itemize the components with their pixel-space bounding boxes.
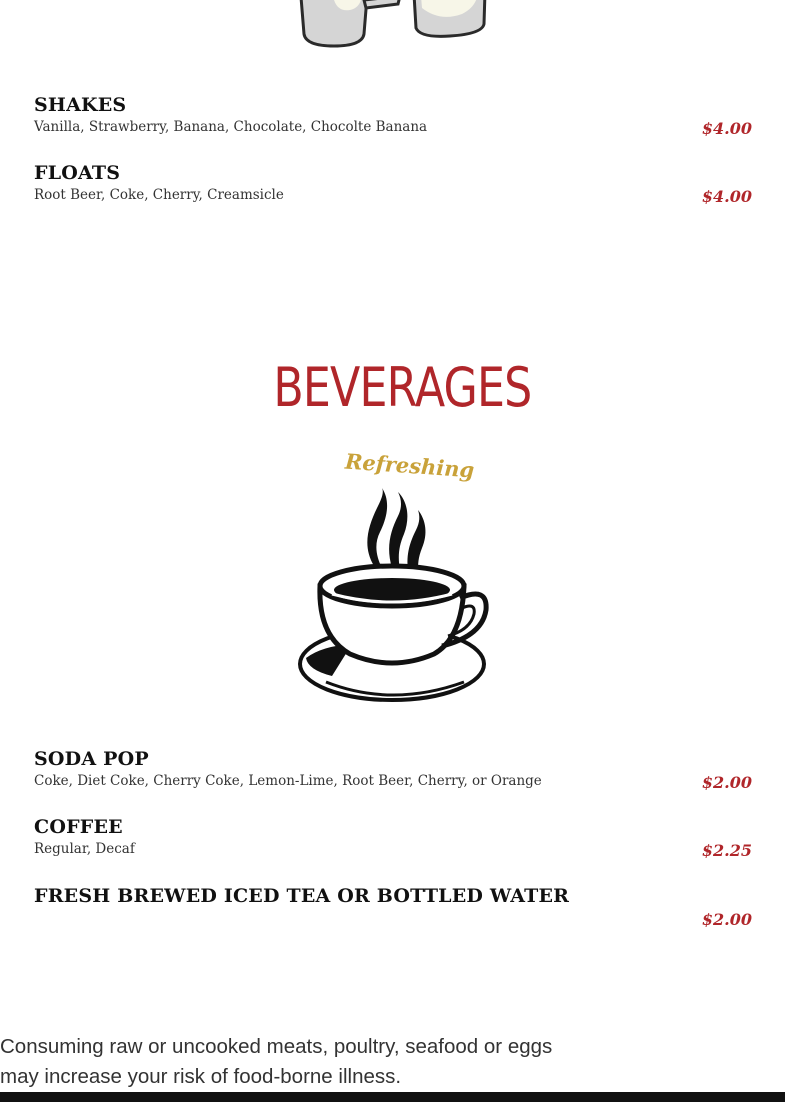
coffee-cup-icon [292, 486, 492, 704]
item-price: $2.25 [701, 841, 752, 860]
notice-line-2: may increase your risk of food-borne illness. [0, 1065, 402, 1088]
item-price: $4.00 [701, 187, 752, 206]
menu-item-soda-pop [34, 747, 752, 791]
section-title-beverages: BEVERAGES [273, 356, 532, 419]
milkshake-glasses-icon [290, 0, 500, 50]
footer-bar [0, 1092, 785, 1102]
item-description: Regular, Decaf [34, 841, 135, 857]
item-name: SODA POP [34, 748, 149, 770]
item-description: Coke, Diet Coke, Cherry Coke, Lemon-Lime, Root Beer, Cherry, or Orange [34, 773, 542, 789]
menu-item-floats [34, 161, 752, 205]
section-tagline: Refreshing [344, 448, 476, 483]
menu-item-iced-tea-water [34, 884, 752, 929]
menu-item-coffee [34, 815, 752, 859]
notice-line-1: Consuming raw or uncooked meats, poultry, seafood or eggs [0, 1035, 553, 1058]
item-name: FRESH BREWED ICED TEA OR BOTTLED WATER [34, 885, 570, 907]
menu-item-shakes [34, 93, 752, 137]
item-price: $2.00 [701, 773, 752, 792]
item-name: SHAKES [34, 94, 127, 116]
item-price: $4.00 [701, 119, 752, 138]
item-name: COFFEE [34, 816, 123, 838]
item-price: $2.00 [701, 910, 752, 929]
item-description: Vanilla, Strawberry, Banana, Chocolate, Chocolte Banana [34, 119, 428, 135]
item-name: FLOATS [34, 162, 121, 184]
food-safety-notice [0, 1032, 552, 1092]
item-description: Root Beer, Coke, Cherry, Creamsicle [34, 187, 284, 203]
